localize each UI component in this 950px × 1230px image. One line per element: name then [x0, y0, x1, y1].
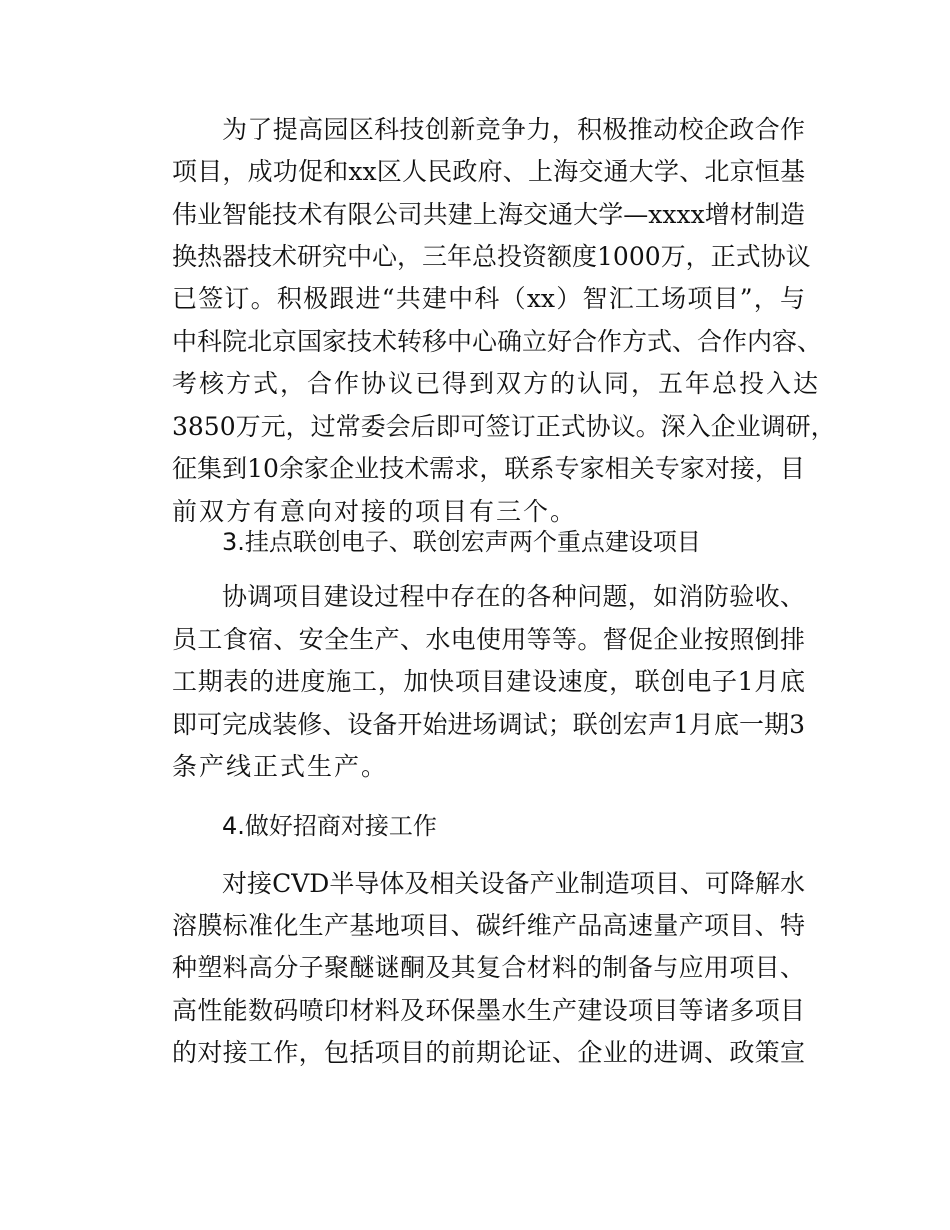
text-line: 溶膜标准化生产基地项目、碳纤维产品高速量产项目、特 [172, 911, 805, 940]
text-line: 的对接工作，包括项目的前期论证、企业的进调、政策宣 [172, 1038, 805, 1067]
text-line: 中科院北京国家技术转移中心确立好合作方式、合作内容、 [172, 327, 823, 356]
text-line: 协调项目建设过程中存在的各种问题，如消防验收、 [222, 582, 805, 611]
text-line: 已签订。积极跟进“共建中科（xx）智汇工场项目”，与 [172, 284, 805, 313]
text-line: 征集到10余家企业技术需求，联系专家相关专家对接，目 [172, 454, 805, 483]
section-heading-4: 4.做好招商对接工作 [222, 812, 437, 840]
text-line: 对接CVD半导体及相关设备产业制造项目、可降解水 [222, 869, 805, 898]
text-line: 工期表的进度施工，加快项目建设速度，联创电子1月底 [172, 667, 805, 696]
text-line: 种塑料高分子聚醚谜酮及其复合材料的制备与应用项目、 [172, 953, 805, 982]
text-line: 换热器技术研究中心，三年总投资额度1000万，正式协议 [172, 242, 811, 271]
text-line: 3850万元，过常委会后即可签订正式协议。深入企业调研， [172, 412, 836, 441]
text-line: 即可完成装修、设备开始进场调试；联创宏声1月底一期3 [172, 710, 805, 739]
text-line: 项目，成功促和xx区人民政府、上海交通大学、北京恒基 [172, 157, 805, 186]
text-line: 条产线正式生产。 [172, 752, 389, 781]
text-line: 伟业智能技术有限公司共建上海交通大学—xxxx增材制造 [172, 200, 805, 229]
text-line: 员工食宿、安全生产、水电使用等等。督促企业按照倒排 [172, 625, 805, 654]
text-line: 考核方式，合作协议已得到双方的认同，五年总投入达 [172, 369, 821, 398]
text-line: 为了提高园区科技创新竞争力，积极推动校企政合作 [222, 115, 805, 144]
section-heading-3: 3.挂点联创电子、联创宏声两个重点建设项目 [222, 528, 701, 556]
text-line: 高性能数码喷印材料及环保墨水生产建设项目等诸多项目 [172, 996, 805, 1025]
text-line: 前双方有意向对接的项目有三个。 [172, 497, 578, 526]
